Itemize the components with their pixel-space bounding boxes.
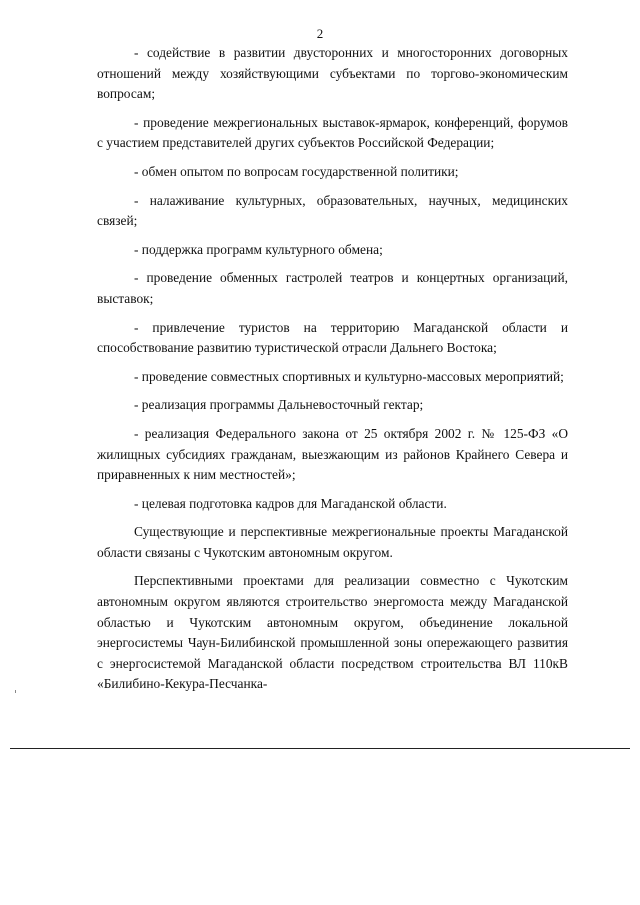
page-bottom-rule [10,748,630,749]
list-item-sports-events: - проведение совместных спортивных и культурно-массовых мероприятий; [134,368,564,384]
page-number: 2 [316,26,324,41]
list-item-personnel-training: - целевая подготовка кадров для Магаданской области. [134,495,447,511]
document-body [97,43,568,695]
list-item-far-east-hectare: - реализация программы Дальневосточный гектар; [134,397,424,413]
list-item-theatre-tours: - проведение обменных гастролей театров и концертных организаций, выставок; [97,270,568,306]
margin-speck [15,690,16,693]
paragraph-energy-bridge: Перспективными проектами для реализации совместно с Чукотским автономным округом являются строительство энергомоста между Магаданской областью и Чукотским автономным округом, объединение локальной энергосистемы Чаун-Билибинской промышленной зоны опережающего развития с энергосистемой Магаданской области посредством строительства ВЛ 110кВ «Билибино-Кекура-Песчанка- [97,573,568,692]
list-item-exhibitions: - проведение межрегиональных выставок-ярмарок, конференций, форумов с участием представителей других субъектов Российской Федерации; [97,114,568,151]
paragraph-projects-chukotka: Существующие и перспективные межрегиональные проекты Магаданской области связаны с Чукотским автономным округом. [97,524,568,560]
list-item-experience-exchange: - обмен опытом по вопросам государственной политики; [134,163,459,179]
list-item-cultural-ties: - налаживание культурных, образовательных, научных, медицинских связей; [97,192,568,229]
list-item-cooperation: - содействие в развитии двусторонних и многосторонних договорных отношений между хозяйствующими субъектами по торгово-экономическим вопросам; [97,45,568,102]
list-item-federal-law: - реализация Федерального закона от 25 октября 2002 г. № 125-ФЗ «О жилищных субсидиях гражданам, выезжающим из районов Крайнего Севера и приравненных к ним местностей»; [97,425,568,483]
list-item-cultural-exchange: - поддержка программ культурного обмена; [134,241,383,257]
list-item-tourism: - привлечение туристов на территорию Магаданской области и способствование развитию туристической отрасли Дальнего Востока; [97,319,568,356]
